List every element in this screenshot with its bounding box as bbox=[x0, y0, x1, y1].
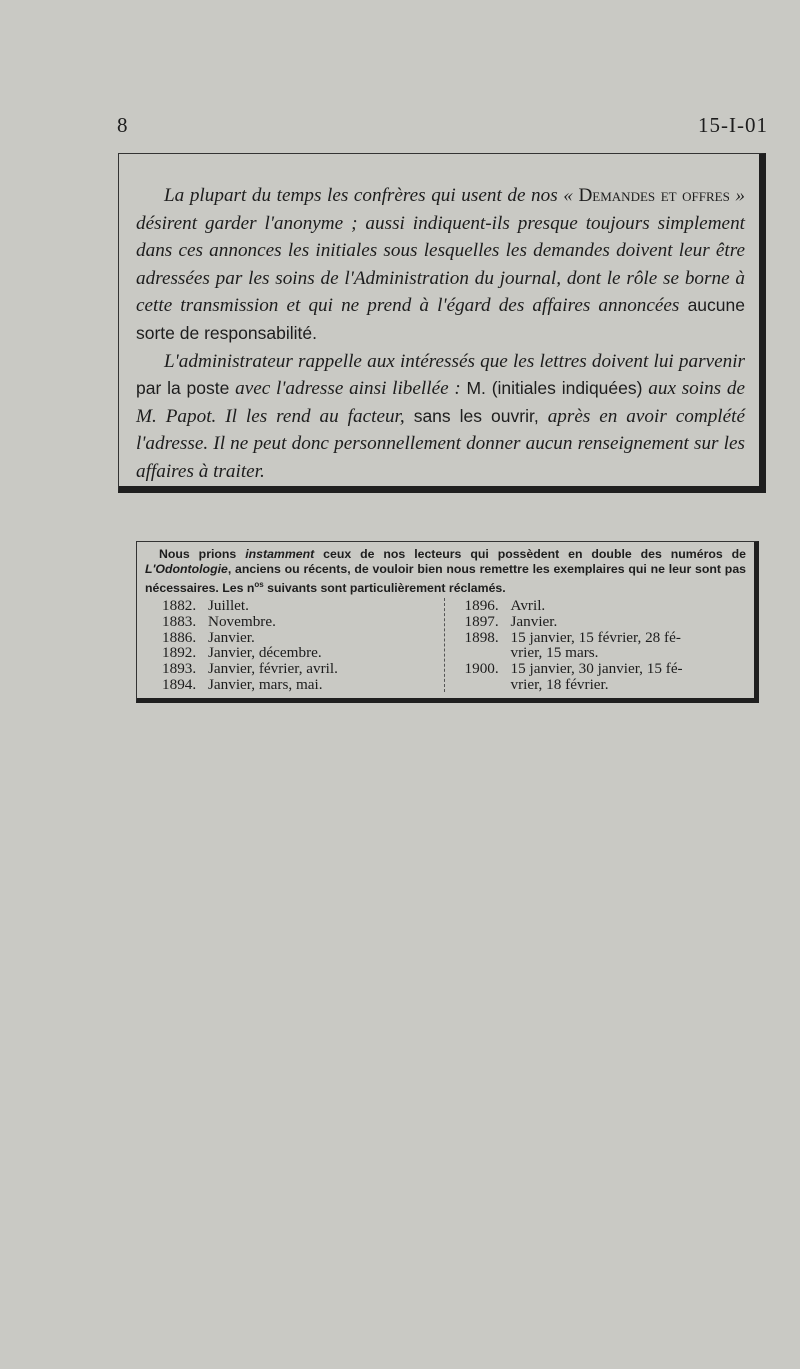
notice-p2-text-b: par la poste bbox=[136, 378, 236, 399]
issue-months: Janvier. bbox=[208, 628, 255, 646]
list-item bbox=[465, 598, 747, 614]
request-intro-journal-title: L'Odontologie bbox=[145, 562, 228, 576]
page-number: 8 bbox=[117, 113, 128, 137]
notice-p2-text-c: avec l'adresse ainsi libellée : bbox=[235, 378, 467, 400]
issue-months: Juillet. bbox=[208, 597, 249, 615]
list-item bbox=[465, 630, 747, 646]
issue-months: 15 janvier, 30 janvier, 15 fé- bbox=[510, 659, 683, 677]
issue-months: Avril. bbox=[510, 597, 546, 615]
notice-p2-text-f: sans les ouvrir, bbox=[404, 405, 548, 426]
request-intro-instamment: instamment bbox=[245, 547, 315, 561]
notice-p2-text-e: aux soins de M. Papot. Il les rend au facteur, bbox=[136, 378, 745, 427]
notice-p2-text-a: L'administrateur rappelle aux intéressés que les lettres doivent lui parvenir bbox=[164, 350, 745, 372]
back-issues-request-box bbox=[136, 541, 759, 703]
notice-p1-text-a: La plupart du temps les confrères qui usent de nos « bbox=[164, 185, 579, 206]
notice-paragraph-1 bbox=[136, 182, 745, 348]
request-intro-c: ceux de nos lecteurs qui possèdent en double des numéros de bbox=[314, 547, 747, 561]
request-intro-g: suivants sont particulièrement réclamés. bbox=[263, 581, 506, 596]
issue-months: vrier, 18 février. bbox=[510, 675, 609, 693]
issue-columns bbox=[145, 598, 746, 692]
issue-year: 1886. bbox=[162, 628, 197, 646]
notice-p1-text-c: aucune sorte de responsabilité. bbox=[136, 295, 745, 343]
issue-months: Janvier. bbox=[510, 612, 558, 630]
request-intro-a: Nous prions bbox=[159, 547, 246, 561]
issue-year: 1882. bbox=[162, 597, 197, 615]
request-intro-e: , anciens ou récents, de vouloir bien nous remettre les exemplaires qui ne leur sont pas nécessaires. Les n bbox=[145, 562, 746, 596]
request-intro-sup: os bbox=[254, 580, 264, 589]
issue-year: 1892. bbox=[162, 644, 197, 662]
list-item bbox=[162, 630, 444, 646]
list-item bbox=[465, 677, 747, 693]
notice-p1-demandes-offres: Demandes et offres bbox=[578, 185, 730, 206]
issue-months: Janvier, février, avril. bbox=[208, 659, 338, 677]
issue-year bbox=[465, 645, 511, 661]
notice-p1-text-b: » désirent garder l'anonyme ; aussi indiquent-ils presque toujours simplement dans ces annonces les initiales sous lesquelles les demandes doivent leur être adressées par les soins de l'Administration du journal, dont le rôle se borne à cette transmission et qui ne prend à l'égard des affaires annoncées bbox=[136, 185, 746, 317]
issue-year: 1893. bbox=[162, 659, 197, 677]
issue-column-left bbox=[145, 598, 445, 692]
issue-year: 1898. bbox=[464, 628, 499, 646]
list-item bbox=[465, 645, 747, 661]
issue-year: 1896. bbox=[464, 597, 499, 615]
notice-p2-text-d: M. (initiales indiquées) bbox=[466, 378, 649, 399]
issue-year bbox=[465, 677, 511, 693]
list-item bbox=[162, 614, 444, 630]
anonymity-notice-box bbox=[118, 153, 766, 493]
issue-months: vrier, 15 mars. bbox=[510, 644, 599, 662]
list-item bbox=[162, 677, 444, 693]
issue-months: Janvier, mars, mai. bbox=[208, 675, 323, 693]
issue-year: 1900. bbox=[464, 659, 499, 677]
page-date: 15-I-01 bbox=[698, 113, 768, 137]
request-intro bbox=[145, 547, 746, 596]
notice-p2-text-g: après en avoir complété l'adresse. Il ne peut donc personnellement donner aucun renseignement sur les affaires à traiter. bbox=[136, 405, 745, 482]
issue-months: 15 janvier, 15 février, 28 fé- bbox=[510, 628, 681, 646]
list-item bbox=[162, 661, 444, 677]
list-item bbox=[162, 645, 444, 661]
issue-year: 1894. bbox=[162, 675, 197, 693]
list-item bbox=[162, 598, 444, 614]
issue-column-right bbox=[445, 598, 747, 692]
list-item bbox=[465, 614, 747, 630]
issue-months: Janvier, décembre. bbox=[208, 644, 322, 662]
issue-months: Novembre. bbox=[208, 612, 276, 630]
notice-paragraph-2 bbox=[136, 348, 745, 486]
list-item bbox=[465, 661, 747, 677]
issue-year: 1883. bbox=[162, 612, 197, 630]
issue-year: 1897. bbox=[464, 612, 499, 630]
